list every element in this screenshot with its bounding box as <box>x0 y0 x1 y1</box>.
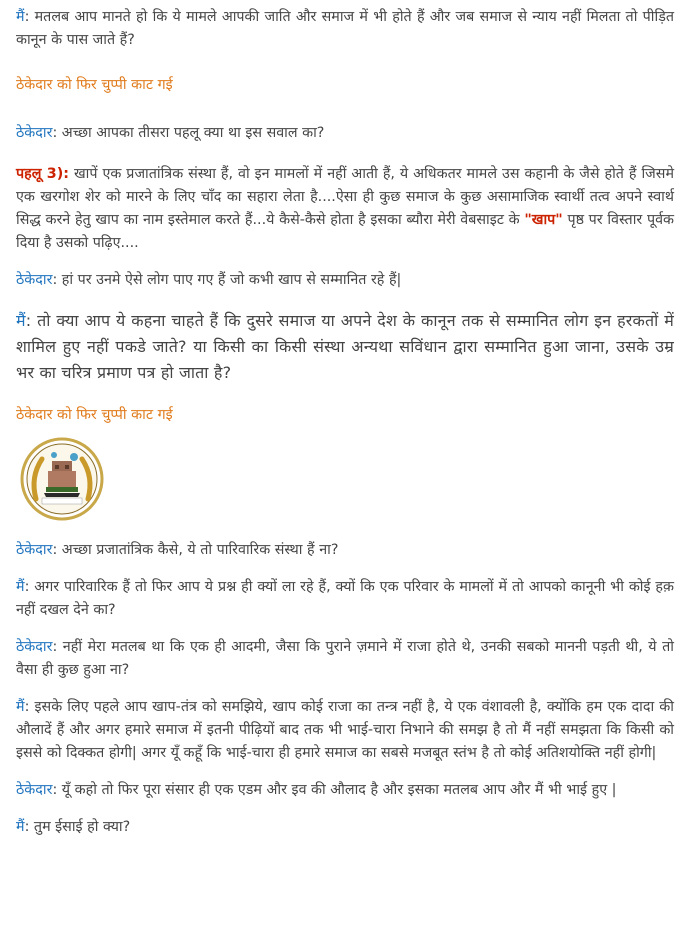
dialogue-contractor-5 <box>16 779 674 802</box>
dialogue-text: : अच्छा आपका तीसरा पहलू क्या था इस सवाल का? <box>52 125 325 141</box>
dialogue-contractor-3 <box>16 539 674 562</box>
dialogue-text: : अच्छा प्रजातांत्रिक कैसे, ये तो पारिवारिक संस्था हैं ना? <box>52 542 339 558</box>
speaker-label: मैं <box>16 9 25 25</box>
dialogue-me-3 <box>16 576 674 622</box>
dialogue-contractor-1 <box>16 122 674 145</box>
dialogue-text: : यूँ कहो तो फिर पूरा संसार ही एक एडम और इव की औलाद है और इसका मतलब आप और मैं भी भाई हुए | <box>52 782 617 798</box>
logo-emblem-icon <box>20 437 104 521</box>
dialogue-me-5 <box>16 816 674 839</box>
dialogue-me-1 <box>16 6 674 52</box>
dialogue-text: : इसके लिए पहले आप खाप-तंत्र को समझिये, खाप कोई राजा का तन्त्र नहीं है, ये एक वंशावली है, क्योंकि हम एक दादा की औलादें हैं और अगर हमारे समाज में इतनी पीढ़ियों बाद तक भी भाई-चारा निभाने की समझ है तो मैं नहीं समझता कि किसी को इससे को दिक्कत होगी| अगर यूँ कहूँ कि भाई-चारा ही हमारे समाज का सबसे मजबूत स्तंभ है तो कोई अतिशयोक्ति नहीं होगी| <box>16 699 675 761</box>
speaker-label: मैं <box>16 579 25 595</box>
speaker-label: ठेकेदार <box>16 639 53 655</box>
speaker-label: ठेकेदार <box>16 782 53 798</box>
speaker-label: ठेकेदार <box>16 125 53 141</box>
dialogue-contractor-2 <box>16 269 674 292</box>
speaker-label: मैं <box>16 699 25 715</box>
dialogue-text: पृष्ठ पर विस्तार पूर्वक दिया है उसको पढ़िए.... <box>16 212 674 251</box>
narration-silence-1: ठेकेदार को फिर चुप्पी काट गई <box>16 77 173 93</box>
dialogue-text: : हां पर उनमे ऐसे लोग पाए गए हैं जो कभी खाप से सम्मानित रहे हैं| <box>52 272 402 288</box>
khap-page-link[interactable]: "खाप" <box>524 212 563 228</box>
speaker-label: ठेकेदार <box>16 272 53 288</box>
dialogue-text: : मतलब आप मानते हो कि ये मामले आपकी जाति और समाज में भी होते हैं और जब समाज से न्याय नहीं मिलता तो पीड़ित कानून के पास जाते हैं? <box>16 9 674 48</box>
dialogue-text: खापें एक प्रजातांत्रिक संस्था हैं, वो इन मामलों में नहीं आती हैं, ये अधिकतर मामले उस कहानी के जैसे होते हैं जिसमे एक खरगोश शेर को मारने के लिए चाँद का सहारा लेता है....ऐसा ही कुछ समाज के कुछ असामाजिक स्वार्थी तत्व अपने स्वार्थ सिद्ध करने हेतु खाप का नाम इस्तेमाल करते हैं...ये कैसे-कैसे होता है इसका ब्यौरा मेरी वेबसाइट के <box>16 166 674 228</box>
nidana-heights-logo <box>20 437 104 521</box>
speaker-label: मैं <box>16 311 26 330</box>
dialogue-text: : अगर पारिवारिक हैं तो फिर आप ये प्रश्न ही क्यों ला रहे हैं, क्यों कि एक परिवार के मामलों में तो आपको कानूनी भी कोई हक़ नहीं दखल देने का? <box>16 579 674 618</box>
dialogue-text: : तुम ईसाई हो क्या? <box>24 819 131 835</box>
dialogue-me-2 <box>16 308 674 386</box>
dialogue-me-4 <box>16 696 674 765</box>
narration-silence-2: ठेकेदार को फिर चुप्पी काट गई <box>16 407 173 423</box>
speaker-label: ठेकेदार <box>16 542 53 558</box>
dialogue-contractor-4 <box>16 636 674 682</box>
dialogue-text: : तो क्या आप ये कहना चाहते हैं कि दुसरे समाज या अपने देश के कानून तक से सम्मानित लोग इन हरकतों में शामिल हुए नहीं पकडे जाते? या किसी का किसी संस्था अन्यथा सविंधान द्वारा सम्मानित हुआ जाना, उसके उम्र भर का चरित्र प्रमाण पत्र हो जाता है? <box>16 311 674 382</box>
aspect-three-paragraph <box>16 163 674 255</box>
speaker-label: मैं <box>16 819 25 835</box>
dialogue-text: : नहीं मेरा मतलब था कि एक ही आदमी, जैसा कि पुराने ज़माने में राजा होते थे, उनकी सबको माननी पड़ती थी, ये तो वैसा ही कुछ हुआ ना? <box>16 639 674 678</box>
aspect-label: पहलू 3): <box>16 166 70 182</box>
